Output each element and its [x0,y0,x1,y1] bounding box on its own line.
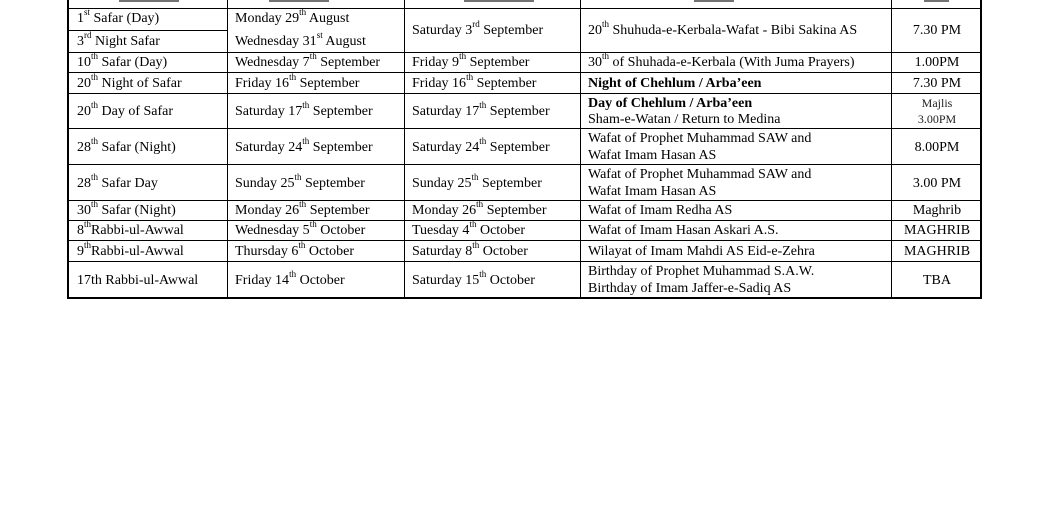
cell-event-line2: Sham-e-Watan / Return to Medina [588,112,781,127]
row-divider [69,261,980,262]
cell-time: MAGHRIB [903,223,971,238]
cell-event-date: Monday 26th September [412,199,547,218]
cell-time: 7.30 PM [912,76,962,91]
cell-islamic-date: 8thRabbi-ul-Awwal [77,219,184,238]
cell-event-date: Saturday 3rd September [412,19,544,38]
cell-event-line2: Wafat Imam Hasan AS [588,184,717,199]
cell-actual-date: Sunday 25th September [235,172,365,191]
cell-actual-date: Wednesday 5th October [235,219,366,238]
cell-actual-date: Monday 26th September [235,199,370,218]
cell-event-date: Saturday 24th September [412,136,550,155]
row-divider [69,128,980,129]
cell-time: Maghrib [912,203,962,218]
cell-event: Wafat of Prophet Muhammad SAW and [588,167,812,182]
cell-islamic-date: 17th Rabbi-ul-Awwal [77,273,199,288]
row-divider [69,200,980,201]
row-divider [69,240,980,241]
row-divider [69,93,980,94]
cell-islamic-date: 9thRabbi-ul-Awwal [77,240,184,259]
cell-event-date: Saturday 17th September [412,100,550,119]
cell-event: 30th of Shuhada-e-Kerbala (With Juma Prayers) [588,51,855,70]
cell-event-date: Friday 9th September [412,51,530,70]
cell-event-date: Saturday 8th October [412,240,528,259]
col-divider [227,0,228,297]
header-clipped-1 [119,0,179,2]
cell-islamic-date: 1st Safar (Day) [77,7,160,26]
cell-actual-date: Wednesday 31st August [235,30,366,49]
header-clipped-2 [269,0,329,2]
cell-actual-date: Friday 16th September [235,72,360,91]
cell-time: Majlis [921,96,953,110]
cell-event-date: Sunday 25th September [412,172,542,191]
cell-actual-date: Saturday 24th September [235,136,373,155]
cell-event: Wilayat of Imam Mahdi AS Eid-e-Zehra [588,244,815,259]
cell-time: 7.30 PM [912,23,962,38]
cell-event: Night of Chehlum / Arba’een [588,76,762,91]
cell-event: Wafat of Imam Hasan Askari A.S. [588,223,779,238]
cell-event-date: Tuesday 4th October [412,219,526,238]
cell-event: Birthday of Prophet Muhammad S.A.W. [588,264,815,279]
cell-time-line2: 3.00PM [917,112,957,126]
col-divider [404,0,405,297]
cell-event: Wafat of Imam Redha AS [588,203,733,218]
cell-actual-date: Monday 29th August [235,7,350,26]
cell-islamic-date: 30th Safar (Night) [77,199,176,218]
row-divider [69,220,980,221]
cell-islamic-date: 28th Safar Day [77,172,158,191]
cell-actual-date: Wednesday 7th September [235,51,381,70]
cell-time: TBA [923,273,951,288]
cell-actual-date: Saturday 17th September [235,100,373,119]
header-row-clipped [69,0,980,5]
header-clipped-3 [464,0,534,2]
cell-time: 1.00PM [914,55,960,70]
row-divider [69,72,980,73]
cell-islamic-date: 10th Safar (Day) [77,51,168,70]
cell-event: Wafat of Prophet Muhammad SAW and [588,131,812,146]
events-table [67,0,982,299]
cell-actual-date: Friday 14th October [235,269,345,288]
cell-islamic-date: 28th Safar (Night) [77,136,176,155]
cell-actual-date: Thursday 6th October [235,240,354,259]
cell-time: 8.00PM [914,140,960,155]
header-clipped-5 [924,0,949,2]
cell-event-date: Friday 16th September [412,72,537,91]
cell-event-date: Saturday 15th October [412,269,535,288]
cell-event: 20th Shuhuda-e-Kerbala-Wafat - Bibi Sakina AS [588,19,858,38]
row-divider [69,8,980,9]
row-divider [69,164,980,165]
cell-islamic-date: 20th Day of Safar [77,100,174,119]
cell-time: MAGHRIB [903,244,971,259]
row-divider [69,52,980,53]
col-divider [580,0,581,297]
header-clipped-4 [694,0,734,2]
cell-event-line2: Wafat Imam Hasan AS [588,148,717,163]
cell-event: Day of Chehlum / Arba’een [588,96,753,111]
cell-islamic-date: 20th Night of Safar [77,72,182,91]
cell-time: 3.00 PM [912,176,962,191]
cell-event-line2: Birthday of Imam Jaffer-e-Sadiq AS [588,281,792,296]
cell-islamic-date: 3rd Night Safar [77,30,160,49]
row-divider [69,30,227,31]
